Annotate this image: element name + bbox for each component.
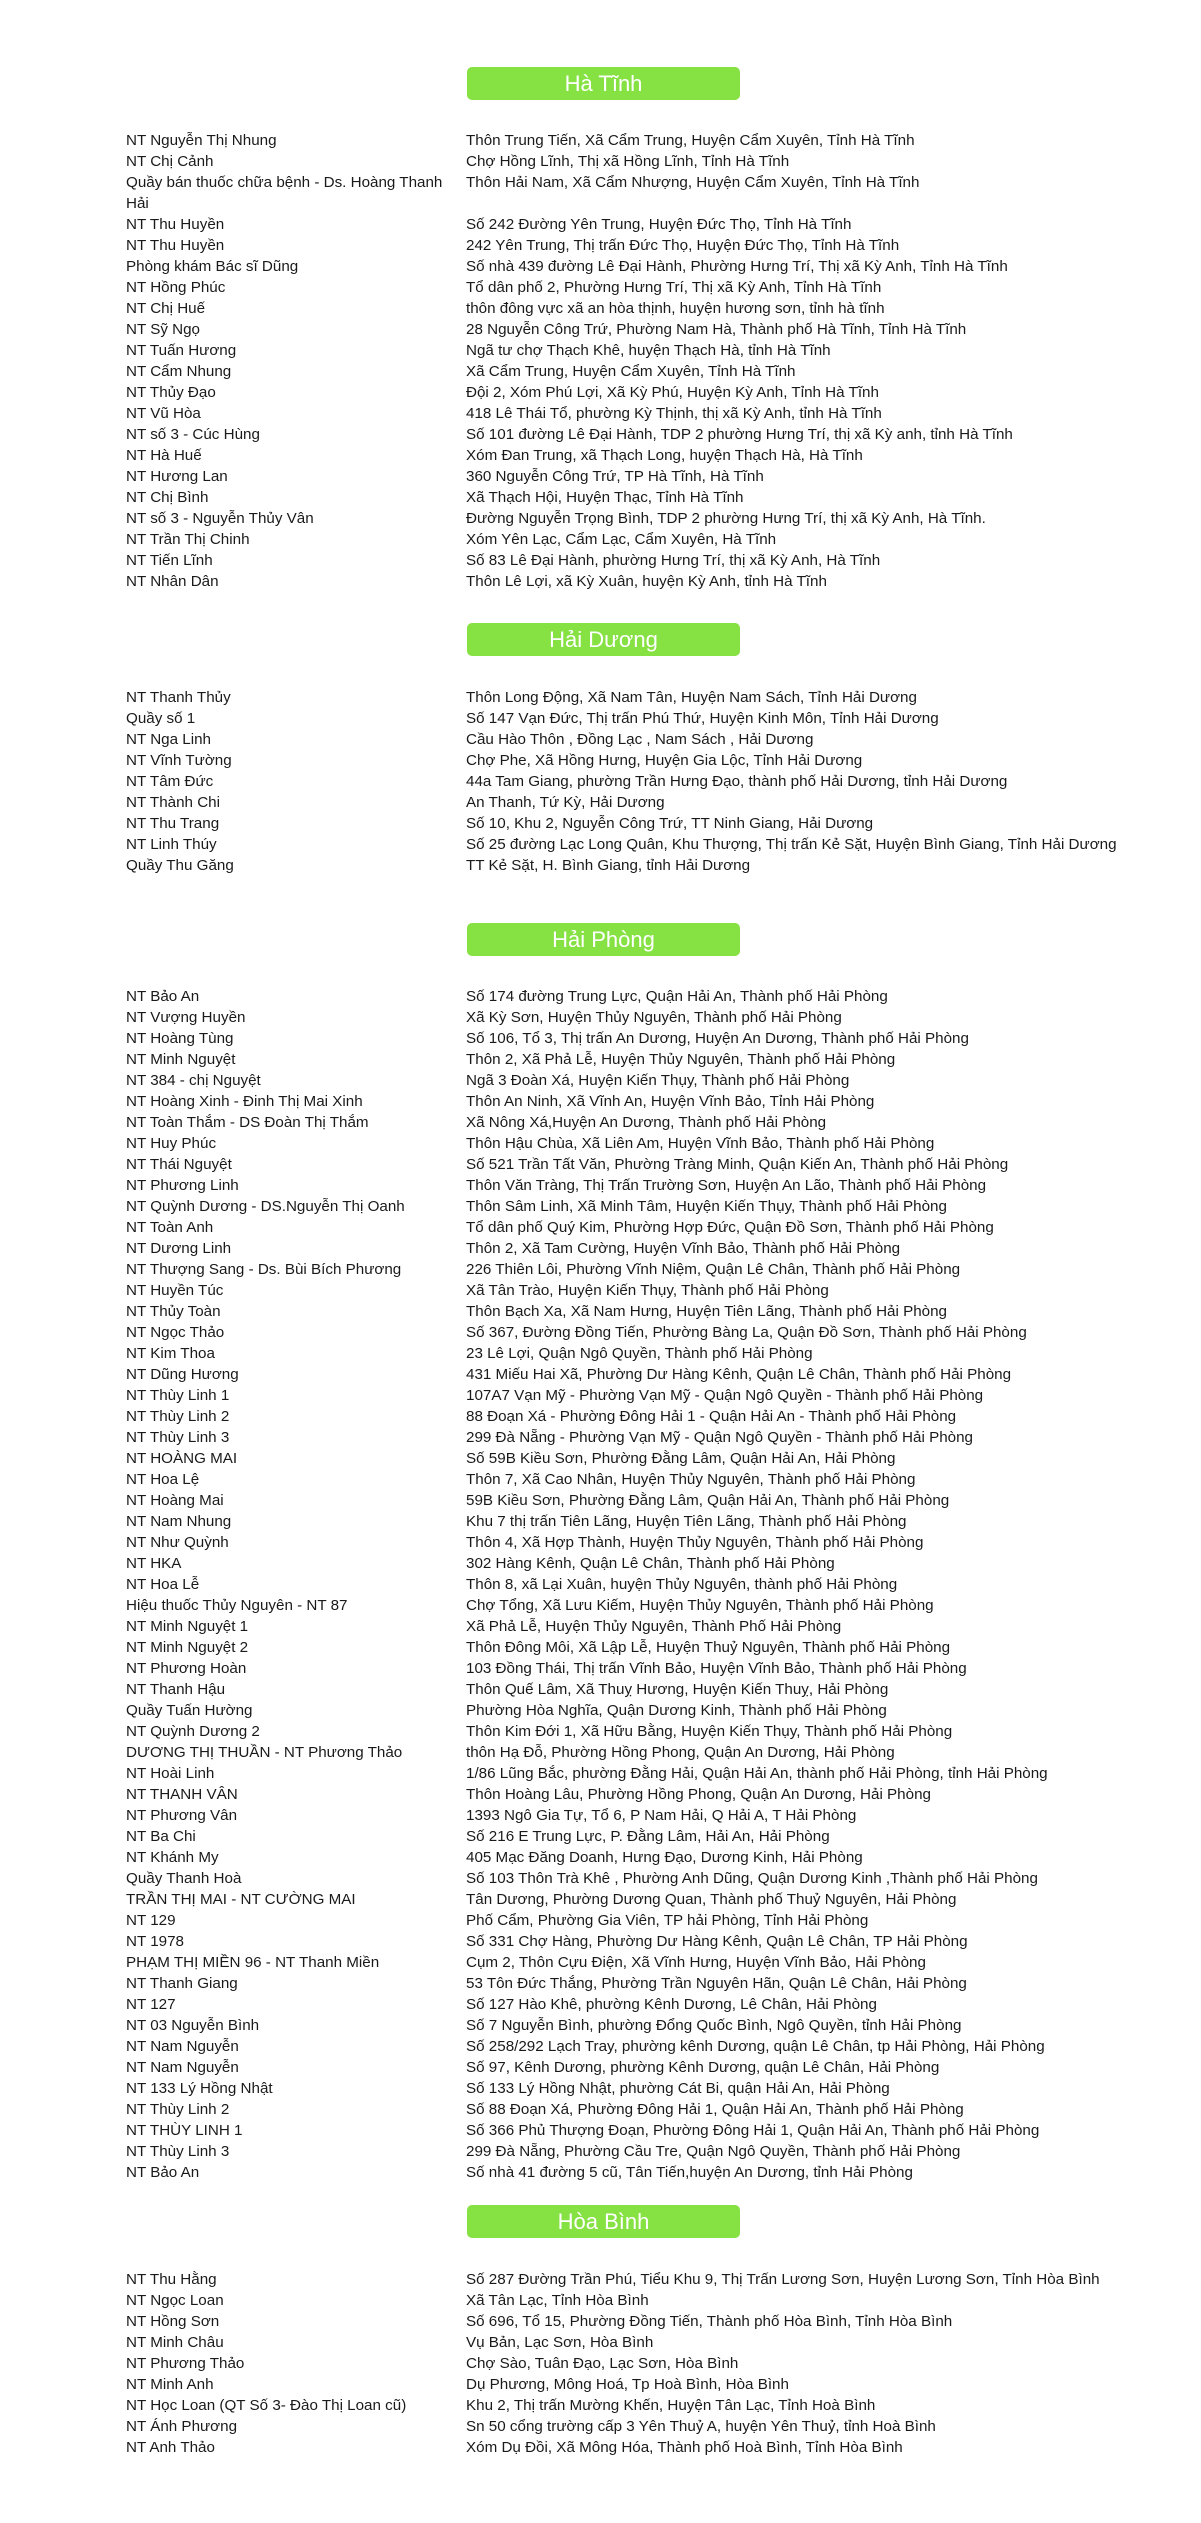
store-row [0,529,1201,550]
store-name: NT Vĩnh Tường [126,752,232,769]
store-name: Hiệu thuốc Thủy Nguyên - NT 87 [126,1597,348,1614]
store-name: NT Dương Linh [126,1240,232,1257]
store-address: Thôn Kim Đới 1, Xã Hữu Bằng, Huyện Kiến Thụy, Thành phố Hải Phòng [466,1723,953,1740]
store-row [0,1217,1201,1238]
store-address: Khu 2, Thị trấn Mường Khến, Huyện Tân Lạc, Tỉnh Hoà Bình [466,2397,876,2414]
store-name: NT Thùy Linh 3 [126,1429,230,1446]
store-row [0,1574,1201,1595]
store-name: NT số 3 - Cúc Hùng [126,426,260,443]
store-address: Số 696, Tổ 15, Phường Đồng Tiến, Thành phố Hòa Bình, Tỉnh Hòa Bình [466,2313,953,2330]
store-address: Cụm 2, Thôn Cựu Điện, Xã Vĩnh Hưng, Huyện Vĩnh Bảo, Hải Phòng [466,1954,926,1971]
store-row [0,2395,1201,2416]
store-row [0,1427,1201,1448]
store-row [0,2015,1201,2036]
store-row [0,855,1201,876]
store-row [0,2437,1201,2458]
store-row [0,1637,1201,1658]
store-name: NT Quỳnh Dương 2 [126,1723,260,1740]
store-row [0,1469,1201,1490]
store-address: 1393 Ngô Gia Tự, Tổ 6, P Nam Hải, Q Hải A, T Hải Phòng [466,1807,857,1824]
store-address: Số nhà 41 đường 5 cũ, Tân Tiến,huyện An Dương, tỉnh Hải Phòng [466,2164,913,2181]
store-address: Thôn Hoàng Lâu, Phường Hồng Phong, Quận An Dương, Hải Phòng [466,1786,931,1803]
store-address: 360 Nguyễn Công Trứ, TP Hà Tĩnh, Hà Tĩnh [466,468,764,485]
store-address: Tân Dương, Phường Dương Quan, Thành phố Thuỷ Nguyên, Hải Phòng [466,1891,957,1908]
store-address: Xã Phả Lễ, Huyện Thủy Nguyên, Thành Phố Hải Phòng [466,1618,842,1635]
store-address: Số 367, Đường Đồng Tiến, Phường Bàng La, Quận Đồ Sơn, Thành phố Hải Phòng [466,1324,1027,1341]
store-address: Xóm Dụ Đồi, Xã Mông Hóa, Thành phố Hoà Bình, Tỉnh Hòa Bình [466,2439,903,2456]
store-name: NT Thủy Toàn [126,1303,221,1320]
store-name: NT Minh Nguyệt [126,1051,236,1068]
store-name: Quầy số 1 [126,710,196,727]
store-name: NT Hoa Lệ [126,1471,200,1488]
store-address: Xã Tân Trào, Huyện Kiến Thụy, Thành phố Hải Phòng [466,1282,829,1299]
store-name: NT Bảo An [126,988,200,1005]
store-name: NT Trần Thị Chinh [126,531,250,548]
store-name: NT 384 - chị Nguyệt [126,1072,261,1089]
store-name: Phòng khám Bác sĩ Dũng [126,258,299,275]
store-row [0,298,1201,319]
store-name: NT Anh Thảo [126,2439,215,2456]
store-row [0,2099,1201,2120]
store-name: NT Hồng Sơn [126,2313,220,2330]
store-row [0,466,1201,487]
store-address: Thôn Trung Tiến, Xã Cẩm Trung, Huyện Cẩm Xuyên, Tỉnh Hà Tĩnh [466,132,915,149]
store-row [0,2162,1201,2183]
store-address: 431 Miếu Hai Xã, Phường Dư Hàng Kênh, Quận Lê Chân, Thành phố Hải Phòng [466,1366,1012,1383]
store-address: Tổ dân phố Quý Kim, Phường Hợp Đức, Quận Đồ Sơn, Thành phố Hải Phòng [466,1219,994,1236]
store-address: Chợ Hồng Lĩnh, Thị xã Hồng Lĩnh, Tỉnh Hà Tĩnh [466,153,790,170]
store-address: Cầu Hào Thôn , Đồng Lạc , Nam Sách , Hải Dương [466,731,814,748]
store-address: Số 101 đường Lê Đại Hành, TDP 2 phường Hưng Trí, thị xã Kỳ anh, tỉnh Hà Tĩnh [466,426,1013,443]
store-row [0,1301,1201,1322]
store-name: NT Huyền Túc [126,1282,224,1299]
store-name: NT Vượng Huyền [126,1009,246,1026]
store-address: Vụ Bản, Lạc Sơn, Hòa Bình [466,2334,654,2351]
store-row [0,445,1201,466]
store-address: Số 106, Tổ 3, Thị trấn An Dương, Huyện An Dương, Thành phố Hải Phòng [466,1030,969,1047]
store-name: NT THÙY LINH 1 [126,2122,243,2139]
store-row [0,1931,1201,1952]
store-row [0,550,1201,571]
store-address: Số 83 Lê Đại Hành, phường Hưng Trí, thị xã Kỳ Anh, Hà Tĩnh [466,552,881,569]
store-row [0,1952,1201,1973]
store-name: NT HOÀNG MAI [126,1450,238,1467]
store-name: NT 127 [126,1996,176,2013]
store-row [0,1448,1201,1469]
store-row [0,2353,1201,2374]
store-address: Thôn Sâm Linh, Xã Minh Tâm, Huyện Kiến Thụy, Thành phố Hải Phòng [466,1198,947,1215]
store-row [0,1049,1201,1070]
store-row [0,1070,1201,1091]
store-row [0,771,1201,792]
store-name: NT Nam Nguyễn [126,2038,239,2055]
store-address: thôn Hạ Đỗ, Phường Hồng Phong, Quận An Dương, Hải Phòng [466,1744,895,1761]
store-address: Số 25 đường Lạc Long Quân, Khu Thượng, Thị trấn Kẻ Sặt, Huyện Bình Giang, Tỉnh Hải Dương [466,836,1117,853]
store-address: 53 Tôn Đức Thắng, Phường Trần Nguyên Hãn, Quận Lê Chân, Hải Phòng [466,1975,967,1992]
store-row [0,361,1201,382]
section-title: Hải Phòng [467,923,740,956]
store-name: NT Ánh Phương [126,2418,238,2435]
store-row [0,235,1201,256]
store-name: NT Phương Thảo [126,2355,245,2372]
store-row [0,382,1201,403]
store-name: NT THANH VÂN [126,1786,238,1803]
store-name: NT Kim Thoa [126,1345,215,1362]
store-name: NT Thành Chi [126,794,220,811]
store-address: Xóm Yên Lạc, Cẩm Lạc, Cẩm Xuyên, Hà Tĩnh [466,531,777,548]
store-name: NT Hoàng Mai [126,1492,224,1509]
store-row [0,1658,1201,1679]
store-row [0,1868,1201,1889]
store-list [0,2269,1201,2458]
store-name: Quầy Thanh Hoà [126,1870,242,1887]
store-address: An Thanh, Tứ Kỳ, Hải Dương [466,794,665,811]
store-row [0,1154,1201,1175]
store-row [0,1238,1201,1259]
store-name: NT Hoàng Tùng [126,1030,234,1047]
store-address: 23 Lê Lợi, Quận Ngô Quyền, Thành phố Hải Phòng [466,1345,813,1362]
store-name: NT Thu Huyền [126,237,225,254]
store-row [0,2269,1201,2290]
store-address: Thôn Hậu Chùa, Xã Liên Am, Huyện Vĩnh Bảo, Thành phố Hải Phòng [466,1135,935,1152]
store-name: NT Minh Nguyệt 1 [126,1618,249,1635]
store-address: 103 Đồng Thái, Thị trấn Vĩnh Bảo, Huyện Vĩnh Bảo, Thành phố Hải Phòng [466,1660,967,1677]
store-row [0,151,1201,172]
store-name: Quầy bán thuốc chữa bệnh - Ds. Hoàng Thanh Hải [126,174,443,212]
store-row [0,1994,1201,2015]
store-name: NT Phương Vân [126,1807,238,1824]
store-address: Xã Nông Xá,Huyện An Dương, Thành phố Hải Phòng [466,1114,827,1131]
store-address: Số nhà 439 đường Lê Đại Hành, Phường Hưng Trí, Thị xã Kỳ Anh, Tỉnh Hà Tĩnh [466,258,1008,275]
store-row [0,708,1201,729]
store-row [0,130,1201,151]
store-name: NT Hoài Linh [126,1765,215,1782]
store-name: NT Cẩm Nhung [126,363,232,380]
store-row [0,1322,1201,1343]
store-row [0,1259,1201,1280]
store-name: NT Ngọc Thảo [126,1324,225,1341]
store-address: 299 Đà Nẵng, Phường Cầu Tre, Quận Ngô Quyền, Thành phố Hải Phòng [466,2143,961,2160]
store-address: Tổ dân phố 2, Phường Hưng Trí, Thị xã Kỳ Anh, Tỉnh Hà Tĩnh [466,279,882,296]
store-address: Số 103 Thôn Trà Khê , Phường Anh Dũng, Quận Dương Kinh ,Thành phố Hải Phòng [466,1870,1038,1887]
store-address: Số 331 Chợ Hàng, Phường Dư Hàng Kênh, Quận Lê Chân, TP Hải Phòng [466,1933,968,1950]
store-address: Số 216 E Trung Lực, P. Đằng Lâm, Hải An, Hải Phòng [466,1828,830,1845]
store-row [0,403,1201,424]
store-name: NT Chị Cảnh [126,153,214,170]
store-name: NT Vũ Hòa [126,405,201,422]
store-name: NT Thùy Linh 3 [126,2143,230,2160]
store-name: TRẦN THỊ MAI - NT CƯỜNG MAI [126,1891,356,1908]
store-row [0,1973,1201,1994]
store-address: Số 10, Khu 2, Nguyễn Công Trứ, TT Ninh Giang, Hải Dương [466,815,874,832]
store-name: NT Hương Lan [126,468,228,485]
store-row [0,1553,1201,1574]
store-address: 88 Đoạn Xá - Phường Đông Hải 1 - Quận Hải An - Thành phố Hải Phòng [466,1408,957,1425]
store-name: NT Nam Nhung [126,1513,232,1530]
store-address: Xã Tân Lạc, Tỉnh Hòa Bình [466,2292,649,2309]
store-address: 299 Đà Nẵng - Phường Vạn Mỹ - Quận Ngô Quyền - Thành phố Hải Phòng [466,1429,973,1446]
store-name: Quầy Tuấn Hường [126,1702,253,1719]
store-row [0,256,1201,277]
store-row [0,1385,1201,1406]
store-name: NT Toàn Anh [126,1219,214,1236]
store-address: Số 174 đường Trung Lực, Quận Hải An, Thành phố Hải Phòng [466,988,888,1005]
store-address: Sn 50 cổng trường cấp 3 Yên Thuỷ A, huyện Yên Thuỷ, tỉnh Hoà Bình [466,2418,936,2435]
store-address: Thôn 4, Xã Hợp Thành, Huyện Thủy Nguyên, Thành phố Hải Phòng [466,1534,924,1551]
store-address: Số 127 Hào Khê, phường Kênh Dương, Lê Chân, Hải Phòng [466,1996,877,2013]
store-row [0,792,1201,813]
store-row [0,1175,1201,1196]
store-name: NT 133 Lý Hồng Nhật [126,2080,273,2097]
store-list [0,687,1201,876]
store-row [0,571,1201,592]
store-name: NT Huy Phúc [126,1135,217,1152]
store-address: Số 258/292 Lạch Tray, phường kênh Dương, quận Lê Chân, tp Hải Phòng, Hải Phòng [466,2038,1045,2055]
store-address: Xã Thạch Hội, Huyện Thạc, Tỉnh Hà Tĩnh [466,489,744,506]
store-address: Khu 7 thị trấn Tiên Lãng, Huyện Tiên Lãng, Thành phố Hải Phòng [466,1513,907,1530]
store-address: 226 Thiên Lôi, Phường Vĩnh Niệm, Quận Lê Chân, Thành phố Hải Phòng [466,1261,961,1278]
store-address: Thôn 7, Xã Cao Nhân, Huyện Thủy Nguyên, Thành phố Hải Phòng [466,1471,916,1488]
store-address: Chợ Sào, Tuân Đạo, Lạc Sơn, Hòa Bình [466,2355,739,2372]
store-row [0,1595,1201,1616]
store-row [0,1826,1201,1847]
store-row [0,1511,1201,1532]
store-row [0,277,1201,298]
store-name: NT Ba Chi [126,1828,196,1845]
store-address: Số 133 Lý Hồng Nhật, phường Cát Bi, quận Hải An, Hải Phòng [466,2080,890,2097]
store-row [0,834,1201,855]
store-name: Quầy Thu Găng [126,857,234,874]
store-name: PHẠM THỊ MIỀN 96 - NT Thanh Miền [126,1954,380,1971]
store-row [0,1133,1201,1154]
store-address: Đường Nguyễn Trọng Bình, TDP 2 phường Hưng Trí, thị xã Kỳ Anh, Hà Tĩnh. [466,510,986,527]
store-address: Số 521 Trần Tất Văn, Phường Tràng Minh, Quận Kiến An, Thành phố Hải Phòng [466,1156,1009,1173]
store-address: Thôn 8, xã Lại Xuân, huyện Thủy Nguyên, thành phố Hải Phòng [466,1576,898,1593]
store-row [0,1616,1201,1637]
store-name: NT Hồng Phúc [126,279,226,296]
store-address: Chợ Phe, Xã Hồng Hưng, Huyện Gia Lộc, Tỉnh Hải Dương [466,752,863,769]
store-row [0,1910,1201,1931]
store-row [0,750,1201,771]
section-title: Hải Dương [467,623,740,656]
store-row [0,2120,1201,2141]
store-address: Thôn Văn Tràng, Thị Trấn Trường Sơn, Huyện An Lão, Thành phố Hải Phòng [466,1177,987,1194]
store-address: Số 366 Phủ Thượng Đoạn, Phường Đông Hải 1, Quận Hải An, Thành phố Hải Phòng [466,2122,1040,2139]
store-row [0,1091,1201,1112]
store-row [0,1784,1201,1805]
store-row [0,1007,1201,1028]
store-address: 28 Nguyễn Công Trứ, Phường Nam Hà, Thành phố Hà Tĩnh, Tỉnh Hà Tĩnh [466,321,967,338]
store-row [0,1847,1201,1868]
store-address: Xóm Đan Trung, xã Thạch Long, huyện Thạch Hà, Hà Tĩnh [466,447,863,464]
store-row [0,2374,1201,2395]
store-address: 44a Tam Giang, phường Trần Hưng Đạo, thành phố Hải Dương, tỉnh Hải Dương [466,773,1008,790]
store-name: NT Tuấn Hương [126,342,237,359]
store-name: NT Minh Nguyệt 2 [126,1639,249,1656]
store-address: Số 287 Đường Trần Phú, Tiểu Khu 9, Thị Trấn Lương Sơn, Huyện Lương Sơn, Tỉnh Hòa Bình [466,2271,1100,2288]
store-address: Số 7 Nguyễn Bình, phường Đổng Quốc Bình, Ngô Quyền, tỉnh Hải Phòng [466,2017,962,2034]
store-address: TT Kẻ Sặt, H. Bình Giang, tỉnh Hải Dương [466,857,751,874]
store-address: Đội 2, Xóm Phú Lợi, Xã Kỳ Phú, Huyện Kỳ Anh, Tỉnh Hà Tĩnh [466,384,879,401]
store-row [0,1763,1201,1784]
store-name: NT Hà Huế [126,447,202,464]
store-row [0,172,1201,214]
store-name: NT Ngọc Loan [126,2292,224,2309]
store-name: NT Khánh My [126,1849,219,1866]
store-row [0,487,1201,508]
store-name: NT Nam Nguyễn [126,2059,239,2076]
store-row [0,729,1201,750]
store-row [0,2078,1201,2099]
store-address: Thôn An Ninh, Xã Vĩnh An, Huyện Vĩnh Bảo, Tỉnh Hải Phòng [466,1093,875,1110]
store-address: Dụ Phương, Mông Hoá, Tp Hoà Bình, Hòa Bình [466,2376,789,2393]
store-address: 302 Hàng Kênh, Quận Lê Chân, Thành phố Hải Phòng [466,1555,835,1572]
store-address: Thôn Đông Môi, Xã Lập Lễ, Huyện Thuỷ Nguyên, Thành phố Hải Phòng [466,1639,951,1656]
store-name: NT Minh Anh [126,2376,214,2393]
store-address: Thôn Hải Nam, Xã Cẩm Nhượng, Huyện Cẩm Xuyên, Tỉnh Hà Tĩnh [466,174,920,191]
store-address: Thôn 2, Xã Tam Cường, Huyện Vĩnh Bảo, Thành phố Hải Phòng [466,1240,901,1257]
section-title: Hòa Bình [467,2205,740,2238]
store-address: 418 Lê Thái Tổ, phường Kỳ Thịnh, thị xã Kỳ Anh, tỉnh Hà Tĩnh [466,405,882,422]
store-address: Số 242 Đường Yên Trung, Huyện Đức Thọ, Tỉnh Hà Tĩnh [466,216,852,233]
store-address: Thôn Long Động, Xã Nam Tân, Huyện Nam Sách, Tỉnh Hải Dương [466,689,917,706]
store-address: Thôn Bạch Xa, Xã Nam Hưng, Huyện Tiên Lãng, Thành phố Hải Phòng [466,1303,948,1320]
store-name: NT Sỹ Ngọ [126,321,200,338]
store-row [0,687,1201,708]
store-row [0,1028,1201,1049]
section-title: Hà Tĩnh [467,67,740,100]
store-row [0,1889,1201,1910]
store-row [0,1343,1201,1364]
store-address: Ngã 3 Đoàn Xá, Huyện Kiến Thụy, Thành phố Hải Phòng [466,1072,850,1089]
store-row [0,986,1201,1007]
store-name: NT Hoa Lễ [126,1576,200,1593]
store-name: NT 129 [126,1912,176,1929]
store-address: Thôn Quế Lâm, Xã Thuỵ Hương, Huyện Kiến Thuỵ, Hải Phòng [466,1681,889,1698]
store-address: 59B Kiều Sơn, Phường Đằng Lâm, Quận Hải An, Thành phố Hải Phòng [466,1492,950,1509]
store-name: NT Thùy Linh 2 [126,2101,230,2118]
store-name: NT Dũng Hương [126,1366,239,1383]
store-row [0,2057,1201,2078]
store-row [0,1679,1201,1700]
store-address: Số 147 Vạn Đức, Thị trấn Phú Thứ, Huyện Kinh Môn, Tỉnh Hải Dương [466,710,939,727]
store-name: NT Thu Huyền [126,216,225,233]
store-name: NT Thùy Linh 2 [126,1408,230,1425]
store-row [0,1280,1201,1301]
store-row [0,2036,1201,2057]
store-row [0,1805,1201,1826]
store-address: Ngã tư chợ Thạch Khê, huyện Thạch Hà, tỉnh Hà Tĩnh [466,342,831,359]
store-address: Xã Kỳ Sơn, Huyện Thủy Nguyên, Thành phố Hải Phòng [466,1009,842,1026]
store-name: NT Toàn Thắm - DS Đoàn Thị Thắm [126,1114,369,1131]
store-address: Số 97, Kênh Dương, phường Kênh Dương, quận Lê Chân, Hải Phòng [466,2059,940,2076]
store-name: NT Nhân Dân [126,573,219,590]
store-name: NT Học Loan (QT Số 3- Đào Thị Loan cũ) [126,2397,407,2414]
store-name: NT số 3 - Nguyễn Thủy Vân [126,510,314,527]
store-name: NT Thủy Đạo [126,384,216,401]
store-address: Xã Cẩm Trung, Huyện Cẩm Xuyên, Tỉnh Hà Tĩnh [466,363,796,380]
store-name: NT Tâm Đức [126,773,214,790]
store-row [0,2141,1201,2162]
store-row [0,1721,1201,1742]
store-name: NT Chị Bình [126,489,209,506]
store-name: NT Thanh Giang [126,1975,238,1992]
store-name: NT Hoàng Xinh - Đinh Thị Mai Xinh [126,1093,363,1110]
store-address: thôn đông vực xã an hòa thịnh, huyện hương sơn, tỉnh hà tĩnh [466,300,885,317]
store-name: NT Thu Trang [126,815,220,832]
store-row [0,2416,1201,2437]
store-list [0,130,1201,592]
store-name: NT Thái Nguyệt [126,1156,232,1173]
store-row [0,1112,1201,1133]
store-name: NT Tiến Lĩnh [126,552,213,569]
store-address: Số 88 Đoạn Xá, Phường Đông Hải 1, Quận Hải An, Thành phố Hải Phòng [466,2101,964,2118]
store-name: NT Nguyễn Thị Nhung [126,132,277,149]
store-name: NT Như Quỳnh [126,1534,229,1551]
store-name: NT Bảo An [126,2164,200,2181]
store-address: Số 59B Kiều Sơn, Phường Đằng Lâm, Quận Hải An, Hải Phòng [466,1450,896,1467]
store-address: Phố Cẩm, Phường Gia Viên, TP hải Phòng, Tỉnh Hải Phòng [466,1912,869,1929]
store-address: Thôn 2, Xã Phả Lễ, Huyện Thủy Nguyên, Thành phố Hải Phòng [466,1051,896,1068]
store-name: NT HKA [126,1555,182,1572]
store-name: NT Thanh Thủy [126,689,231,706]
store-row [0,1532,1201,1553]
store-list [0,986,1201,2183]
store-name: NT Thu Hằng [126,2271,217,2288]
store-name: DƯƠNG THỊ THUẦN - NT Phương Thảo [126,1744,403,1761]
store-name: NT Phương Hoàn [126,1660,247,1677]
store-name: NT Thượng Sang - Ds. Bùi Bích Phương [126,1261,402,1278]
store-row [0,214,1201,235]
store-name: NT Phương Linh [126,1177,239,1194]
store-name: NT Minh Châu [126,2334,224,2351]
store-row [0,424,1201,445]
store-row [0,2332,1201,2353]
store-address: 107A7 Vạn Mỹ - Phường Vạn Mỹ - Quận Ngô Quyền - Thành phố Hải Phòng [466,1387,984,1404]
store-address: 405 Mạc Đăng Doanh, Hưng Đạo, Dương Kinh, Hải Phòng [466,1849,863,1866]
store-name: NT Nga Linh [126,731,211,748]
store-name: NT 03 Nguyễn Bình [126,2017,260,2034]
store-row [0,508,1201,529]
store-name: NT Thanh Hậu [126,1681,226,1698]
store-name: NT Linh Thúy [126,836,217,853]
store-row [0,2311,1201,2332]
store-row [0,1406,1201,1427]
store-row [0,340,1201,361]
store-address: 1/86 Lũng Bắc, phường Đằng Hải, Quận Hải An, thành phố Hải Phòng, tỉnh Hải Phòng [466,1765,1048,1782]
store-name: NT 1978 [126,1933,184,1950]
store-address: Phường Hòa Nghĩa, Quận Dương Kinh, Thành phố Hải Phòng [466,1702,887,1719]
store-row [0,1364,1201,1385]
store-row [0,1700,1201,1721]
store-row [0,319,1201,340]
store-row [0,2290,1201,2311]
store-address: Chợ Tổng, Xã Lưu Kiếm, Huyện Thủy Nguyên, Thành phố Hải Phòng [466,1597,934,1614]
store-name: NT Quỳnh Dương - DS.Nguyễn Thị Oanh [126,1198,405,1215]
store-row [0,1196,1201,1217]
store-row [0,1490,1201,1511]
store-row [0,813,1201,834]
store-name: NT Chị Huế [126,300,206,317]
store-address: 242 Yên Trung, Thị trấn Đức Thọ, Huyện Đức Thọ, Tỉnh Hà Tĩnh [466,237,900,254]
store-address: Thôn Lê Lợi, xã Kỳ Xuân, huyện Kỳ Anh, tỉnh Hà Tĩnh [466,573,827,590]
store-row [0,1742,1201,1763]
store-name: NT Thùy Linh 1 [126,1387,230,1404]
